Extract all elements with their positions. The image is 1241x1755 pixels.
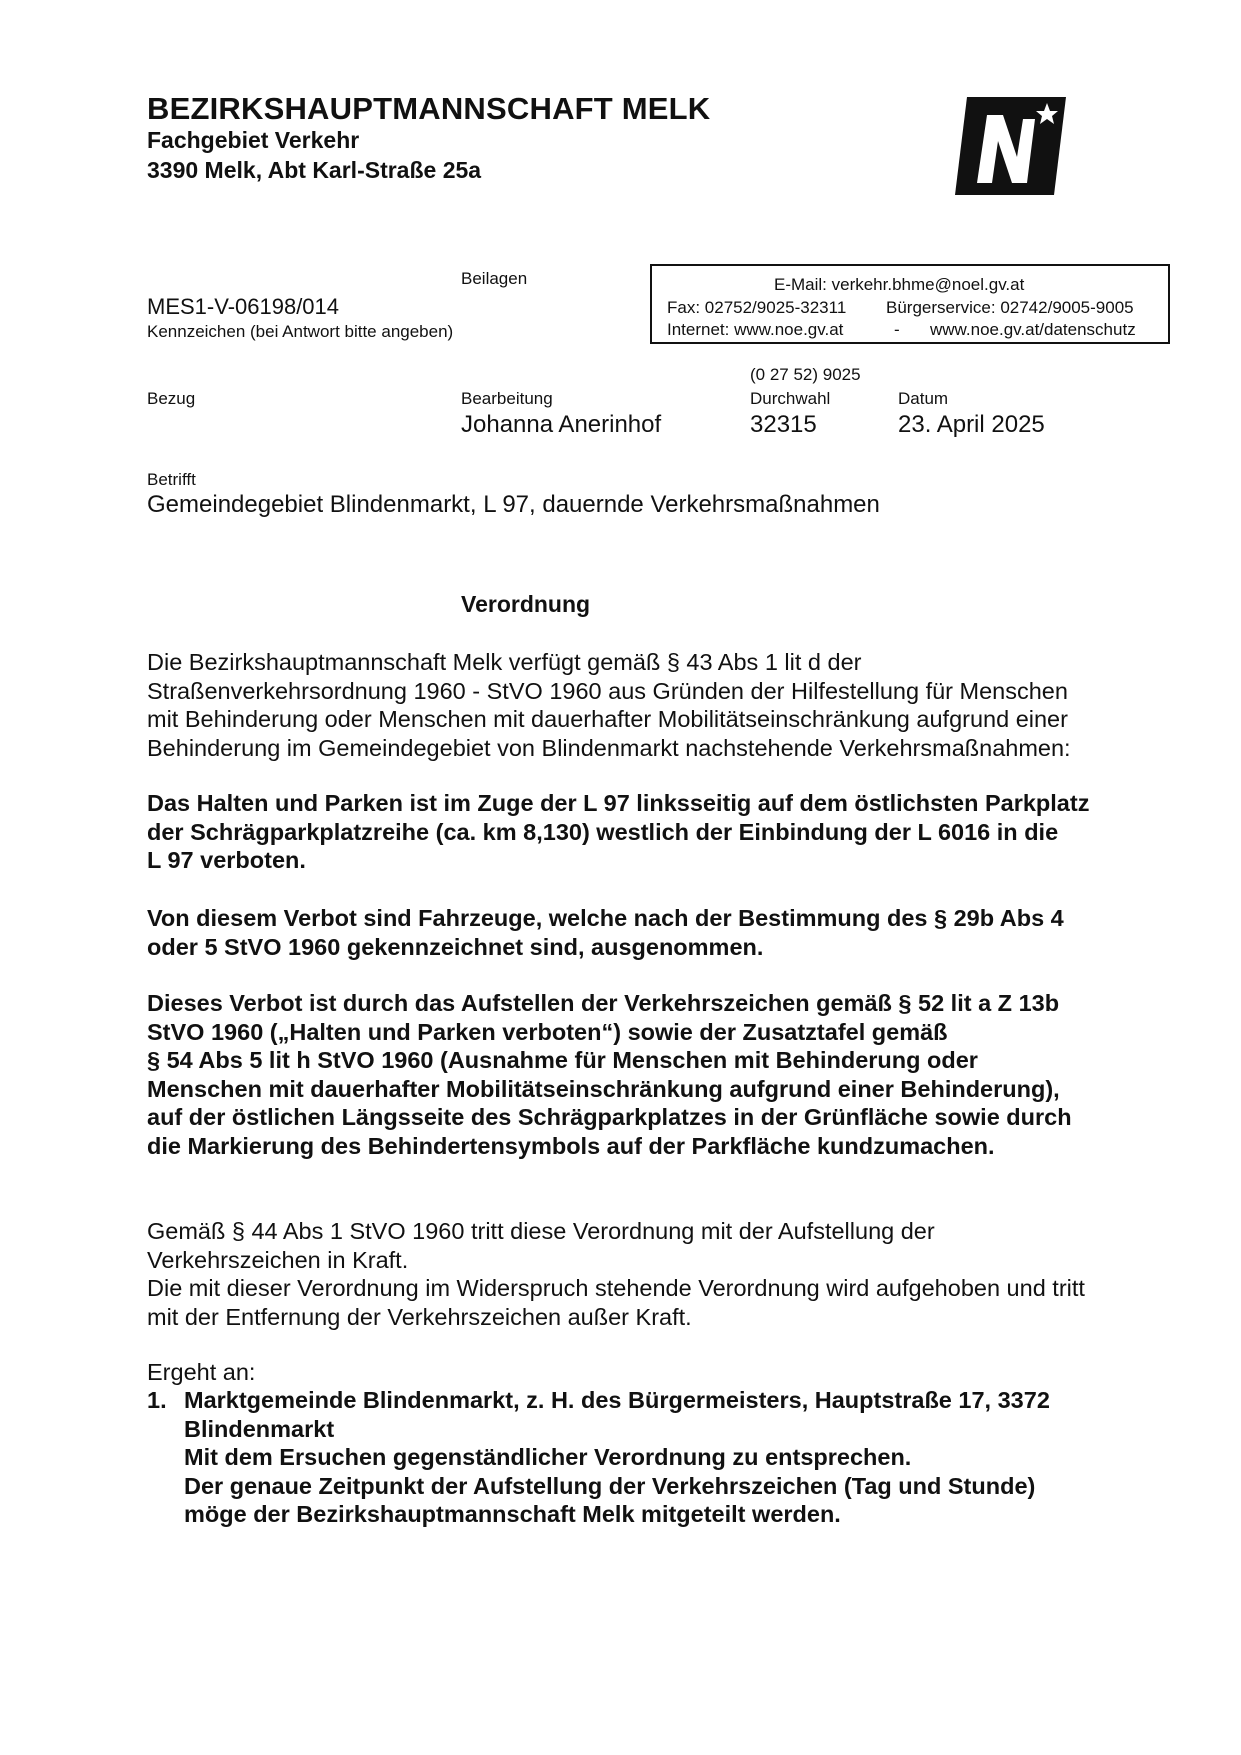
text-line: Das Halten und Parken ist im Zuge der L 97 linksseitig auf dem östlichsten Parkplatz: [147, 790, 1090, 816]
text-line: Der genaue Zeitpunkt der Aufstellung der Verkehrszeichen (Tag und Stunde): [184, 1472, 1036, 1499]
text-line: Straßenverkehrsordnung 1960 - StVO 1960 aus Gründen der Hilfestellung für Menschen: [147, 677, 1068, 704]
recipients-label: Ergeht an:: [147, 1359, 256, 1385]
bearbeitung-value: Johanna Anerinhof: [461, 411, 662, 438]
recipient-item: [147, 1386, 1157, 1529]
text-line: Mit dem Ersuchen gegenständlicher Verordnung zu entsprechen.: [184, 1444, 912, 1470]
text-line: Blindenmarkt: [184, 1415, 335, 1442]
text-line: Gemäß § 44 Abs 1 StVO 1960 tritt diese Verordnung mit der Aufstellung der: [147, 1218, 935, 1244]
durchwahl-value: 32315: [750, 411, 817, 438]
text-line: StVO 1960 („Halten und Parken verboten“) sowie der Zusatztafel gemäß: [147, 1018, 948, 1045]
text-line: mit Behinderung oder Menschen mit dauerhafter Mobilitätseinschränkung aufgrund einer: [147, 706, 1068, 732]
authority-title: BEZIRKSHAUPTMANNSCHAFT MELK: [147, 91, 711, 126]
datum-value: 23. April 2025: [898, 411, 1045, 438]
betrifft-label: Betrifft: [147, 470, 196, 489]
phone-prefix: (0 27 52) 9025: [750, 365, 861, 384]
department-name: Fachgebiet Verkehr: [147, 127, 360, 153]
reference-note: Kennzeichen (bei Antwort bitte angeben): [147, 322, 454, 341]
text-line: möge der Bezirkshauptmannschaft Melk mitgeteilt werden.: [184, 1501, 841, 1527]
text-line: Die Bezirkshauptmannschaft Melk verfügt gemäß § 43 Abs 1 lit d der: [147, 649, 862, 675]
text-line: Dieses Verbot ist durch das Aufstellen der Verkehrszeichen gemäß § 52 lit a Z 13b: [147, 990, 1060, 1016]
contact-datenschutz: www.noe.gv.at/datenschutz: [930, 320, 1136, 339]
contact-buergerservice: Bürgerservice: 02742/9005-9005: [886, 298, 1134, 317]
text-line: Von diesem Verbot sind Fahrzeuge, welche nach der Bestimmung des § 29b Abs 4: [147, 905, 1064, 931]
text-line: Verkehrszeichen in Kraft.: [147, 1246, 409, 1273]
beilagen-label: Beilagen: [461, 269, 528, 288]
text-line: Marktgemeinde Blindenmarkt, z. H. des Bürgermeisters, Hauptstraße 17, 3372: [184, 1387, 1050, 1413]
betrifft-value: Gemeindegebiet Blindenmarkt, L 97, dauernde Verkehrsmaßnahmen: [147, 491, 880, 518]
contact-separator: -: [894, 320, 900, 339]
text-line: Behinderung im Gemeindegebiet von Blindenmarkt nachstehende Verkehrsmaßnahmen:: [147, 734, 1071, 761]
exception-paragraph: [147, 904, 1157, 961]
list-number: 1.: [147, 1387, 167, 1413]
effect-paragraph: [147, 1217, 1157, 1331]
contact-fax: Fax: 02752/9025-32311: [667, 298, 847, 317]
signage-paragraph: [147, 989, 1157, 1160]
durchwahl-label: Durchwahl: [750, 389, 831, 408]
bearbeitung-label: Bearbeitung: [461, 389, 553, 408]
intro-paragraph: [147, 648, 1157, 762]
authority-address: 3390 Melk, Abt Karl-Straße 25a: [147, 157, 482, 183]
contact-internet: Internet: www.noe.gv.at: [667, 320, 844, 339]
text-line: mit der Entfernung der Verkehrszeichen außer Kraft.: [147, 1303, 692, 1330]
contact-box: [650, 264, 1170, 344]
text-line: die Markierung des Behindertensymbols auf der Parkfläche kundzumachen.: [147, 1132, 995, 1159]
text-line: Die mit dieser Verordnung im Widerspruch stehende Verordnung wird aufgehoben und tritt: [147, 1275, 1085, 1301]
text-line: § 54 Abs 5 lit h StVO 1960 (Ausnahme für Menschen mit Behinderung oder: [147, 1047, 978, 1073]
text-line: auf der östlichen Längsseite des Schrägparkplatzes in der Grünfläche sowie durch: [147, 1104, 1072, 1130]
contact-email: E-Mail: verkehr.bhme@noel.gv.at: [774, 275, 1025, 294]
bezug-label: Bezug: [147, 389, 196, 408]
text-line: L 97 verboten.: [147, 847, 306, 873]
text-line: Menschen mit dauerhafter Mobilitätseinschränkung aufgrund einer Behinderung),: [147, 1075, 1060, 1102]
reference-number: MES1-V-06198/014: [147, 294, 340, 319]
datum-label: Datum: [898, 389, 949, 408]
noe-logo-icon: [955, 97, 1066, 195]
text-line: der Schrägparkplatzreihe (ca. km 8,130) westlich der Einbindung der L 6016 in die: [147, 818, 1059, 845]
document-title: Verordnung: [461, 591, 591, 617]
measure-paragraph: [147, 789, 1157, 875]
text-line: oder 5 StVO 1960 gekennzeichnet sind, ausgenommen.: [147, 933, 764, 960]
